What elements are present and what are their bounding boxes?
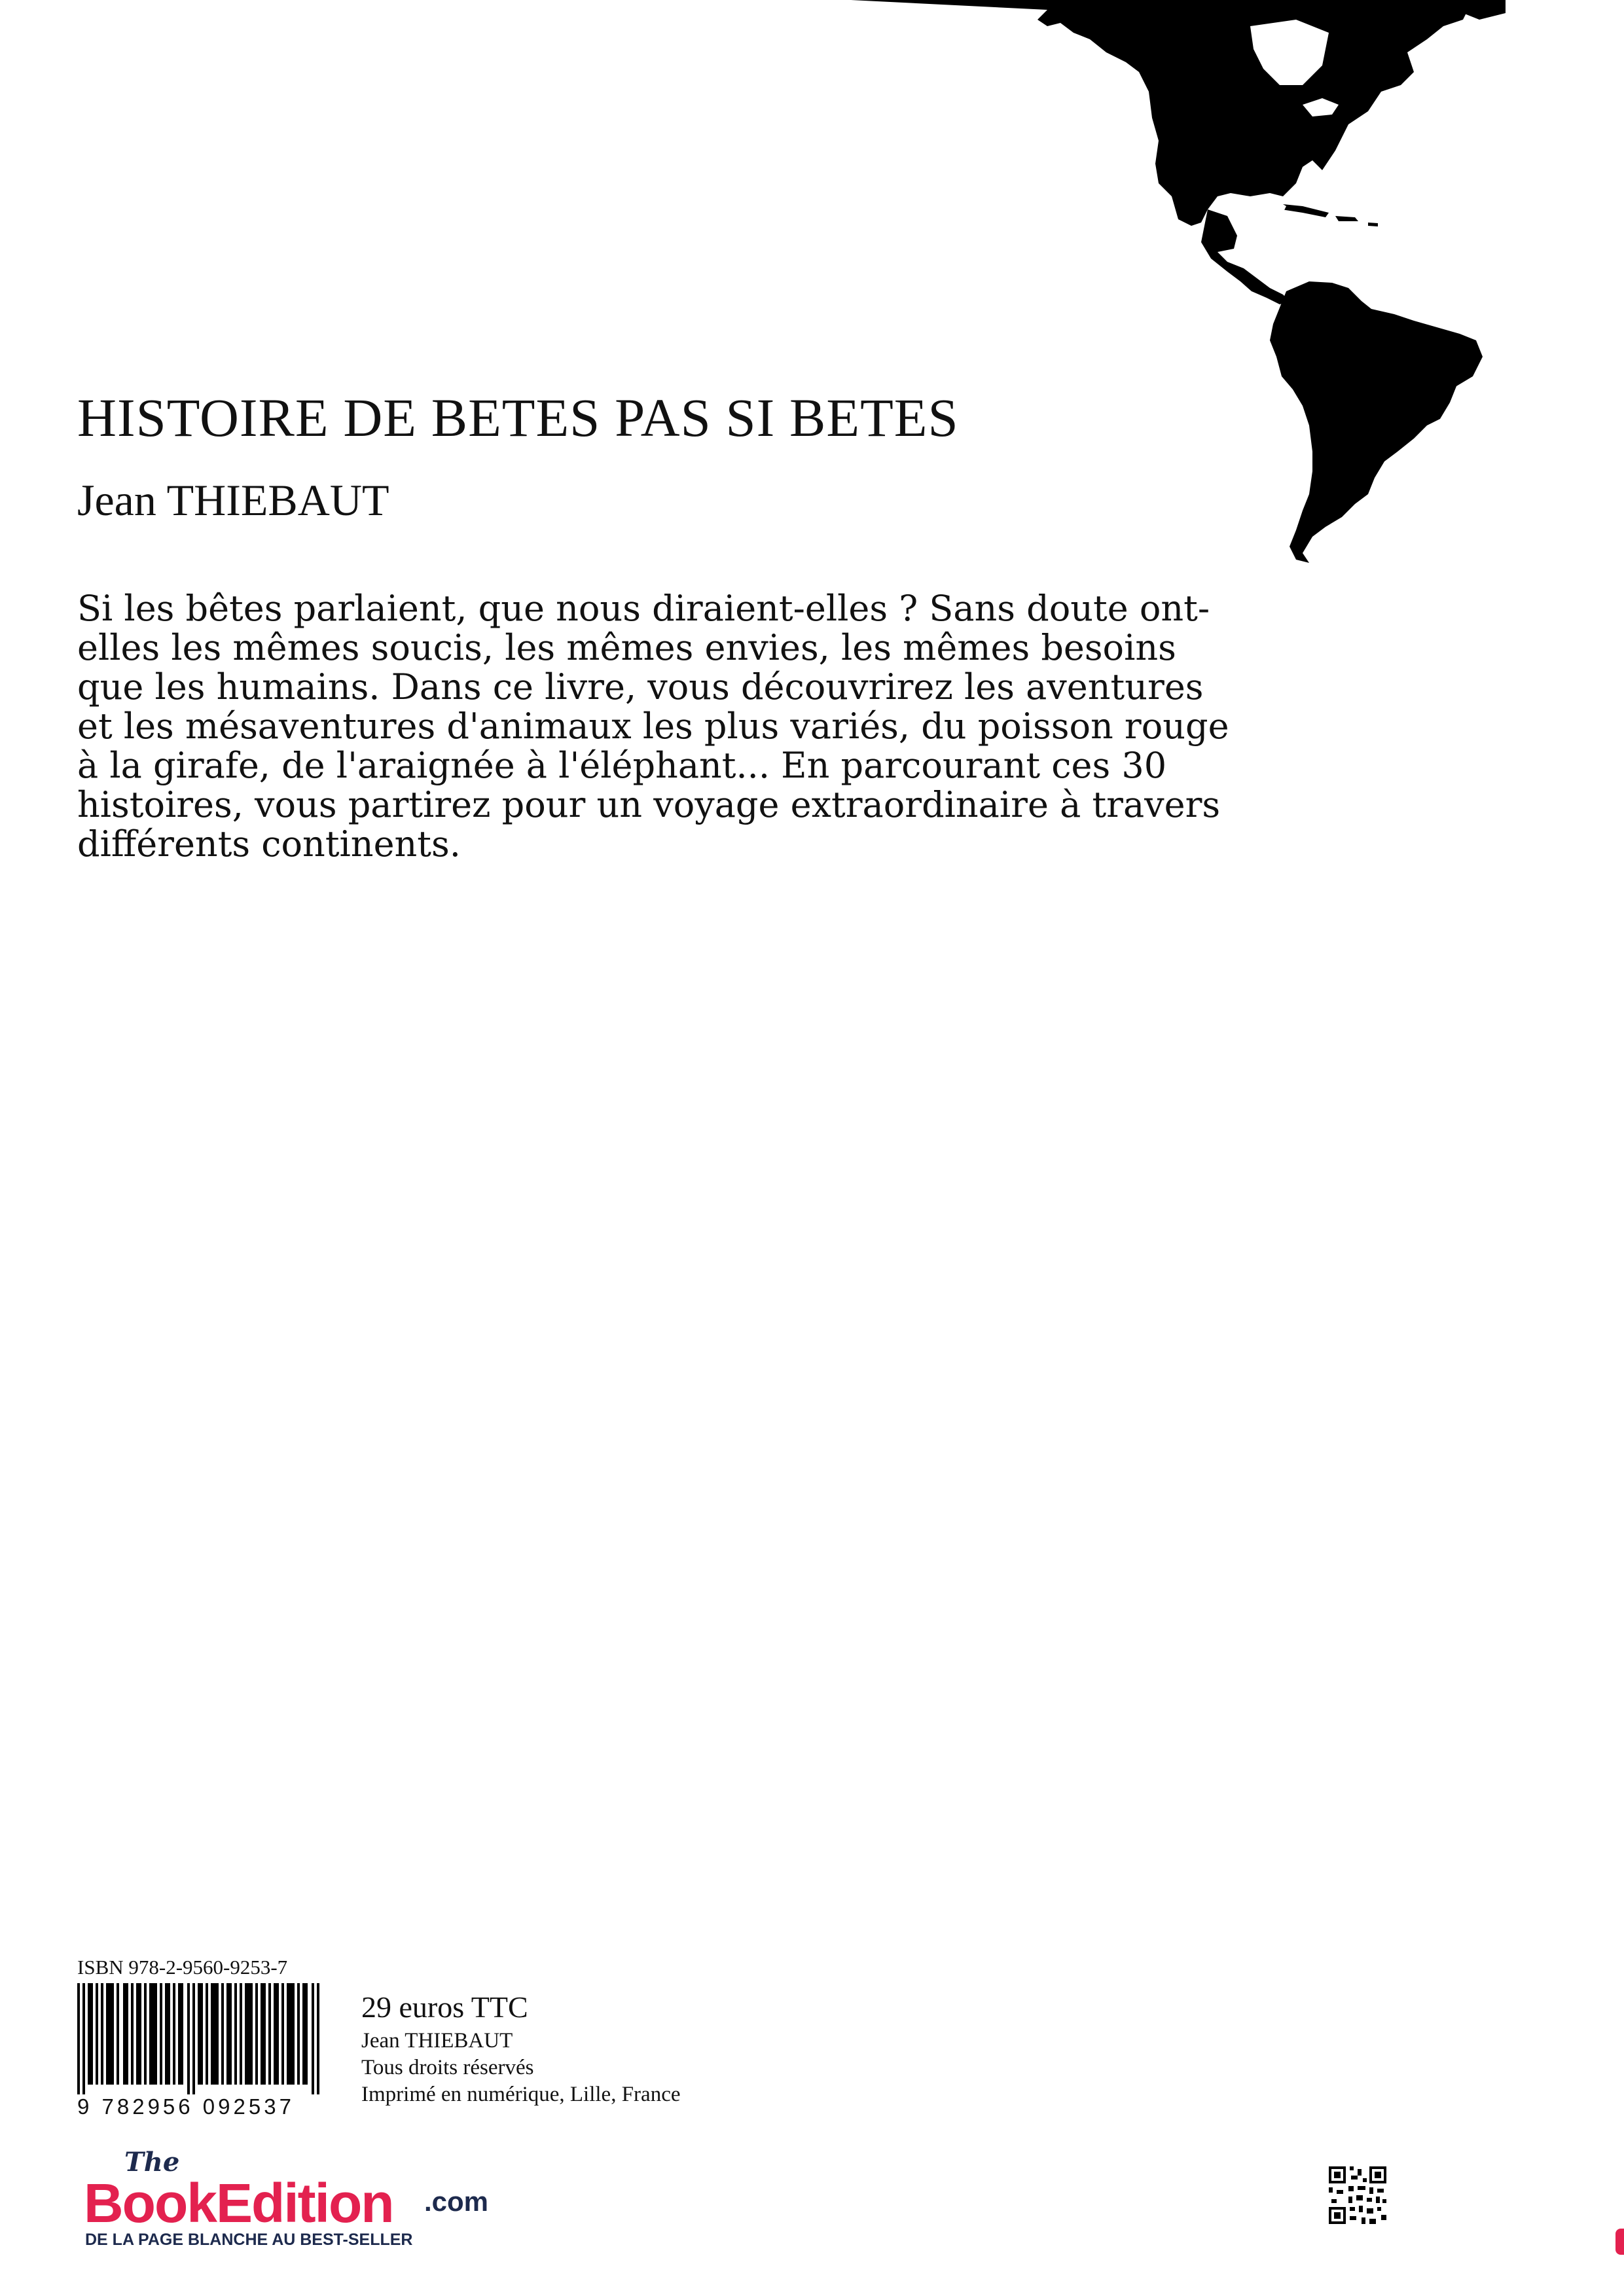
price: 29 euros TTC (361, 1990, 528, 2024)
legal-author: Jean THIEBAUT (361, 2029, 513, 2053)
qr-code-icon (1329, 2166, 1386, 2224)
book-author: Jean THIEBAUT (77, 475, 389, 525)
logo-domain: .com (424, 2186, 489, 2217)
logo-the: The (124, 2147, 180, 2178)
legal-printed: Imprimé en numérique, Lille, France (361, 2083, 681, 2106)
publisher-logo (77, 2147, 489, 2251)
book-title: HISTOIRE DE BETES PAS SI BETES (77, 387, 959, 448)
logo-name: BookEdition (84, 2172, 393, 2234)
americas-map (851, 0, 1506, 589)
book-blurb: Si les bêtes parlaient, que nous diraient-elles ? Sans doute ont-elles les mêmes soucis, les mêmes envies, les mêmes besoins que les humains. Dans ce livre, vous découvrirez les aventures et les mésaventures d'animaux les plus variés, du poisson rouge à la girafe, de l'araignée à l'éléphant... En parcourant ces 30 histoires, vous partirez pour un voyage extraordinaire à travers différents continents. (77, 588, 1229, 865)
isbn-label: ISBN 978-2-9560-9253-7 (77, 1956, 288, 1979)
barcode-numbers: 9 782956 092537 (77, 2094, 295, 2119)
legal-rights: Tous droits réservés (361, 2056, 534, 2079)
edge-marker (1615, 2229, 1624, 2255)
legal-info (361, 2028, 681, 2108)
barcode (77, 1983, 319, 2094)
logo-tagline: DE LA PAGE BLANCHE AU BEST-SELLER (85, 2231, 413, 2249)
